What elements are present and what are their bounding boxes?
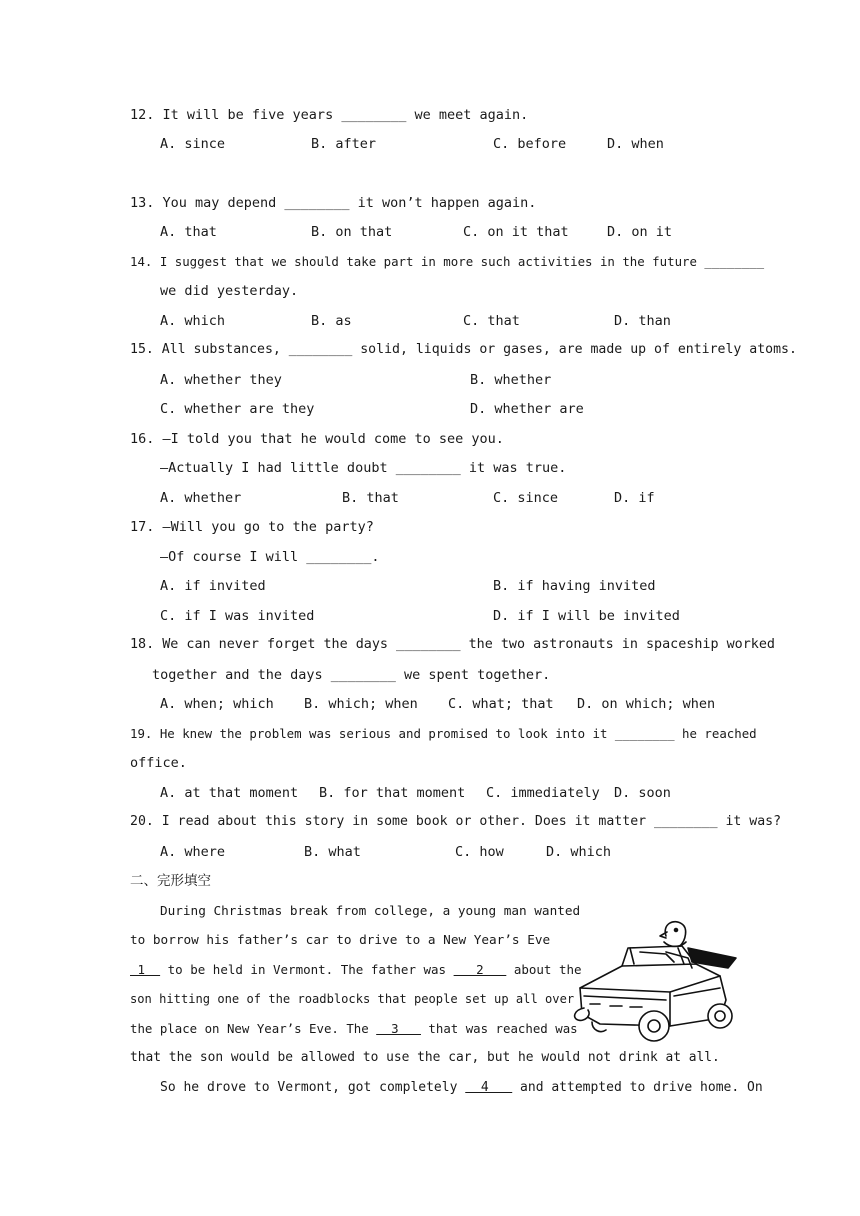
car-illustration	[570, 918, 738, 1048]
q16-option-a: A. whether	[160, 490, 242, 506]
blank-2: 2	[453, 962, 507, 977]
q15-option-b: B. whether	[470, 372, 552, 388]
q18-option-d: D. on which; when	[577, 696, 716, 712]
passage-text: the place on New Year’s Eve. The	[130, 1021, 377, 1036]
question-17-stem: 17. —Will you go to the party?	[130, 519, 374, 535]
question-14-stem-cont: we did yesterday.	[160, 283, 299, 299]
question-18-stem: 18. We can never forget the days ________ the two astronauts in spaceship worked	[130, 637, 775, 652]
passage-line-7	[160, 1079, 763, 1097]
section-title: 二、完形填空	[130, 873, 211, 889]
q17-option-d: D. if I will be invited	[493, 608, 680, 624]
q13-option-a: A. that	[160, 224, 217, 240]
q13-option-c: C. on it that	[463, 224, 569, 240]
q20-option-a: A. where	[160, 844, 226, 860]
blank-3: 3	[376, 1021, 421, 1036]
q14-option-c: C. that	[463, 313, 520, 329]
q19-option-d: D. soon	[614, 785, 671, 801]
passage-line-6: that the son would be allowed to use the car, but he would not drink at all.	[130, 1050, 720, 1065]
passage-line-5	[130, 1020, 578, 1038]
q12-option-a: A. since	[160, 136, 226, 152]
passage-text: about the	[506, 962, 582, 977]
question-14-stem: 14. I suggest that we should take part in more such activities in the future ________	[130, 254, 765, 269]
q19-option-c: C. immediately	[486, 785, 600, 801]
blank-4: 4	[465, 1080, 513, 1095]
q20-option-b: B. what	[304, 844, 361, 860]
question-12-stem: 12. It will be five years ________ we meet again.	[130, 107, 529, 123]
q19-option-a: A. at that moment	[160, 785, 299, 801]
q14-option-d: D. than	[614, 313, 671, 329]
q12-option-b: B. after	[311, 136, 377, 152]
passage-text: and attempted to drive home. On	[512, 1080, 763, 1095]
question-13-stem: 13. You may depend ________ it won’t happen again.	[130, 195, 537, 211]
q13-option-d: D. on it	[607, 224, 673, 240]
q16-option-d: D. if	[614, 490, 655, 506]
question-18-stem-cont: together and the days ________ we spent together.	[152, 667, 551, 683]
question-15-stem: 15. All substances, ________ solid, liquids or gases, are made up of entirely atoms.	[130, 342, 797, 357]
blank-1: 1	[130, 962, 161, 977]
question-20-stem: 20. I read about this story in some book or other. Does it matter ________ it was?	[130, 814, 782, 829]
q18-option-c: C. what; that	[448, 696, 554, 712]
question-16-stem: 16. —I told you that he would come to see you.	[130, 431, 504, 447]
q18-option-a: A. when; which	[160, 696, 274, 712]
question-16-stem-cont: —Actually I had little doubt ________ it was true.	[160, 460, 567, 476]
q15-option-c: C. whether are they	[160, 401, 315, 417]
q15-option-d: D. whether are	[470, 401, 584, 417]
q20-option-c: C. how	[455, 844, 504, 860]
q16-option-b: B. that	[342, 490, 399, 506]
passage-line-1: During Christmas break from college, a young man wanted	[160, 903, 581, 918]
passage-text: So he drove to Vermont, got completely	[160, 1080, 466, 1095]
q17-option-c: C. if I was invited	[160, 608, 315, 624]
q16-option-c: C. since	[493, 490, 559, 506]
question-17-stem-cont: —Of course I will ________.	[160, 549, 380, 565]
q12-option-d: D. when	[607, 136, 664, 152]
q17-option-b: B. if having invited	[493, 578, 656, 594]
q17-option-a: A. if invited	[160, 578, 266, 594]
q20-option-d: D. which	[546, 844, 612, 860]
question-19-stem: 19. He knew the problem was serious and promised to look into it ________ he reached	[130, 726, 757, 741]
passage-line-2: to borrow his father’s car to drive to a New Year’s Eve	[130, 932, 551, 947]
q12-option-c: C. before	[493, 136, 567, 152]
passage-line-3	[130, 961, 582, 979]
passage-line-4: son hitting one of the roadblocks that people set up all over	[130, 992, 575, 1006]
q19-option-b: B. for that moment	[319, 785, 466, 801]
q13-option-b: B. on that	[311, 224, 393, 240]
q14-option-b: B. as	[311, 313, 352, 329]
q18-option-b: B. which; when	[304, 696, 418, 712]
passage-text: to be held in Vermont. The father was	[160, 962, 454, 977]
q14-option-a: A. which	[160, 313, 226, 329]
passage-text: that was reached was	[420, 1021, 578, 1036]
q15-option-a: A. whether they	[160, 372, 282, 388]
question-19-stem-cont: office.	[130, 755, 187, 771]
